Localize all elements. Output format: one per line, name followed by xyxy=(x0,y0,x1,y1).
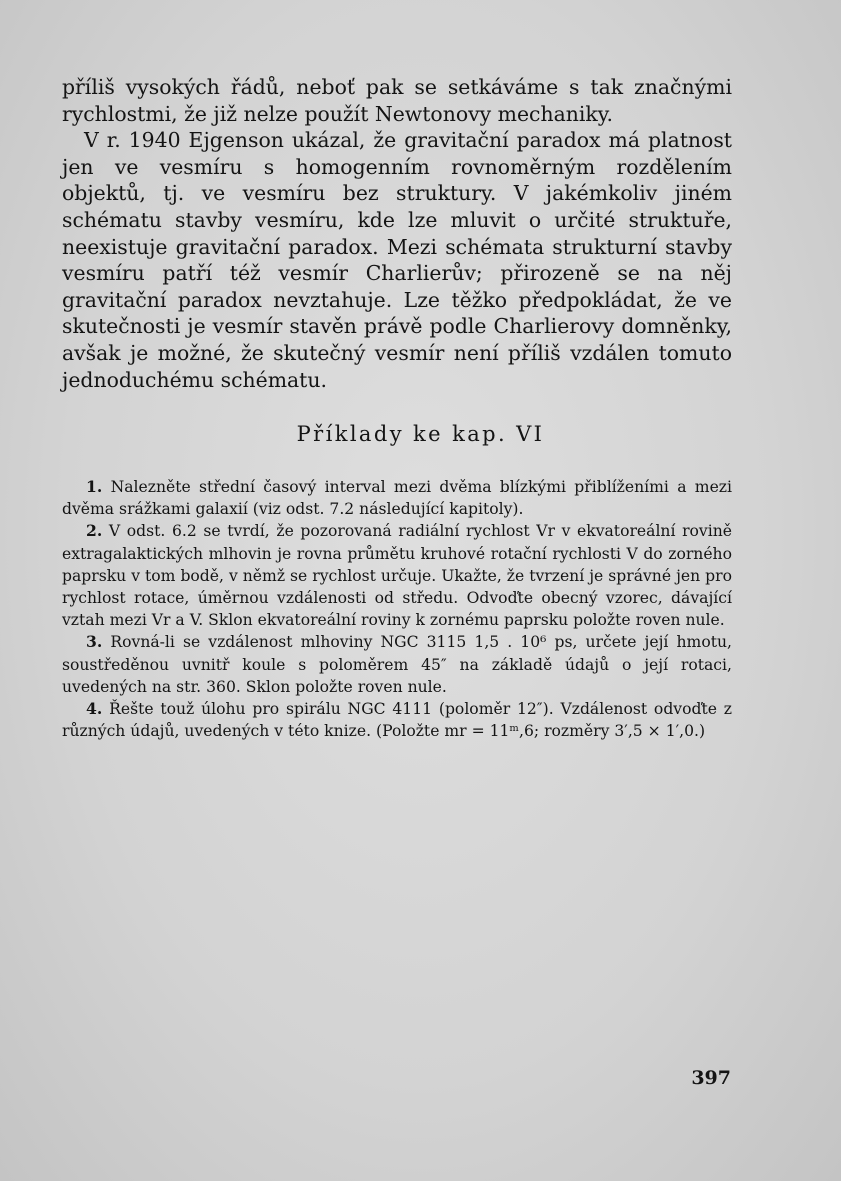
exercise-text: Nalezněte střední časový interval mezi dvěma blízkými přiblíženími a mezi dvěma srážkami galaxií (viz odst. 7.2 následující kapitoly). xyxy=(62,478,732,519)
exercise-number: 2. xyxy=(86,521,103,541)
exercise-item xyxy=(62,698,732,742)
section-heading: Příklady ke kap. VI xyxy=(296,422,545,446)
exercise-number: 4. xyxy=(86,699,103,719)
exercise-item xyxy=(62,631,732,698)
body-text xyxy=(62,74,732,393)
exercise-number: 1. xyxy=(86,477,103,496)
paragraph-continuation: příliš vysokých řádů, neboť pak se setkáváme s tak značnými rychlostmi, že již nelze použít Newtonovy mechaniky. xyxy=(62,75,732,126)
exercise-item xyxy=(62,520,732,631)
exercise-number: 3. xyxy=(86,632,103,652)
page-number: 397 xyxy=(691,1067,731,1089)
exercise-list xyxy=(62,476,732,742)
exercise-text: Rovná-li se vzdálenost mlhoviny NGC 3115 1,5 . 10⁶ ps, určete její hmotu, soustředěnou uvnitř koule s poloměrem 45″ na základě údajů o její rotaci, uvedených na str. 360. Sklon položte roven nule. xyxy=(62,633,732,696)
paragraph-ejgenson: V r. 1940 Ejgenson ukázal, že gravitační paradox má platnost jen ve vesmíru s homogenním rovnoměrným rozdělením objektů, tj. ve vesmíru bez struktury. V jakémkoliv jiném schématu stavby vesmíru, kde lze mluvit o určité struktuře, neexistuje gravitační paradox. Mezi schémata strukturní stavby vesmíru patří též vesmír Charlierův; přirozeně se na něj gravitační paradox nevztahuje. Lze těžko předpokládat, že ve skutečnosti je vesmír stavěn právě podle Charlierovy domněnky, avšak je možné, že skutečný vesmír není příliš vzdálen tomuto jednoduchému schématu. xyxy=(62,128,732,392)
exercise-text: Řešte touž úlohu pro spirálu NGC 4111 (poloměr 12″). Vzdálenost odvoďte z různých údajů, uvedených v této knize. (Položte mr = 11ᵐ,6; rozměry 3′,5 × 1′,0.) xyxy=(62,700,732,741)
exercise-item xyxy=(62,476,732,520)
exercise-text: V odst. 6.2 se tvrdí, že pozorovaná radiální rychlost Vr v ekvatoreální rovině extragalaktických mlhovin je rovna průmětu kruhové rotační rychlosti V do zorného paprsku v tom bodě, v němž se rychlost určuje. Ukažte, že tvrzení je správné jen pro rychlost rotace, úměrnou vzdálenosti od středu. Odvoďte obecný vzorec, dávající vztah mezi Vr a V. Sklon ekvatoreální roviny k zornému paprsku položte roven nule. xyxy=(62,522,732,630)
